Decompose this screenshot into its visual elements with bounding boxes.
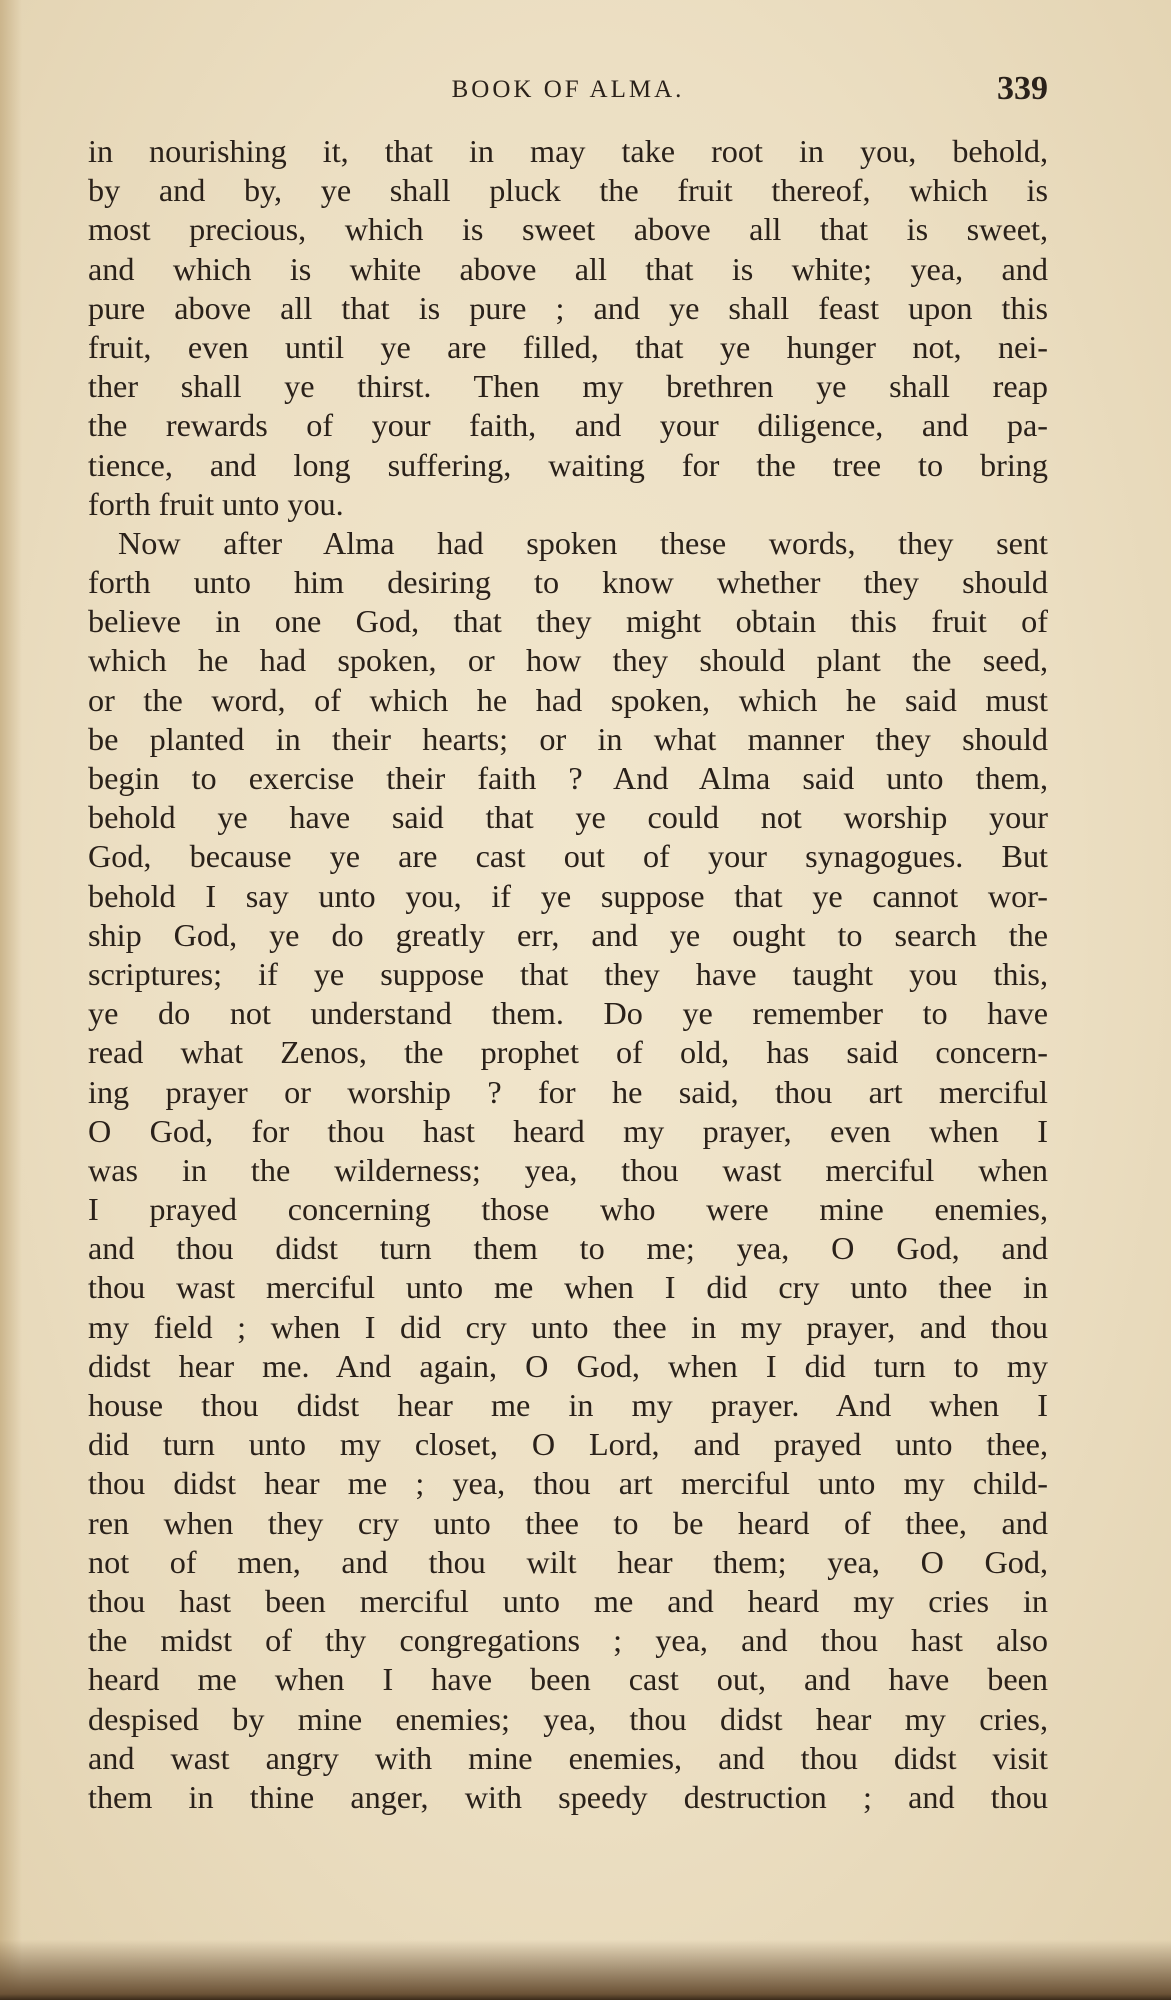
text-line: most precious, which is sweet above all that is sweet, (88, 211, 1048, 248)
text-line: and thou didst turn them to me; yea, O God, and (88, 1230, 1048, 1267)
text-line: thou didst hear me ; yea, thou art merciful unto my child- (88, 1465, 1048, 1502)
text-line: didst hear me. And again, O God, when I did turn to my (88, 1347, 1048, 1384)
text-line: thou wast merciful unto me when I did cry unto thee in (88, 1269, 1048, 1306)
text-line: God, because ye are cast out of your synagogues. But (88, 838, 1048, 875)
text-line: fruit, even until ye are filled, that ye hunger not, nei- (88, 328, 1048, 365)
text-line: and which is white above all that is white; yea, and (88, 250, 1048, 287)
text-line: pure above all that is pure ; and ye shall feast upon this (88, 289, 1048, 326)
text-line: ther shall ye thirst. Then my brethren ye shall reap (88, 368, 1048, 405)
text-line: which he had spoken, or how they should plant the seed, (88, 642, 1048, 679)
text-line: scriptures; if ye suppose that they have taught you this, (88, 955, 1048, 992)
text-line: my field ; when I did cry unto thee in my prayer, and thou (88, 1308, 1048, 1345)
text-line: behold I say unto you, if ye suppose that ye cannot wor- (88, 877, 1048, 914)
body-text (88, 132, 1048, 1817)
text-line: them in thine anger, with speedy destruction ; and thou (88, 1778, 1048, 1815)
text-line: I prayed concerning those who were mine enemies, (88, 1191, 1048, 1228)
page-bottom-edge-shadow (0, 1940, 1171, 2000)
paragraph-first-line: Now after Alma had spoken these words, they sent (118, 524, 1048, 561)
text-line: thou hast been merciful unto me and heard my cries in (88, 1582, 1048, 1619)
text-line: despised by mine enemies; yea, thou didst hear my cries, (88, 1700, 1048, 1737)
text-line: be planted in their hearts; or in what manner they should (88, 720, 1048, 757)
text-line: did turn unto my closet, O Lord, and prayed unto thee, (88, 1426, 1048, 1463)
text-line: forth unto him desiring to know whether they should (88, 564, 1048, 601)
text-line: the rewards of your faith, and your diligence, and pa- (88, 407, 1048, 444)
page-header (88, 70, 1048, 114)
text-line: or the word, of which he had spoken, which he said must (88, 681, 1048, 718)
text-line: house thou didst hear me in my prayer. And when I (88, 1387, 1048, 1423)
text-line: tience, and long suffering, waiting for the tree to bring (88, 446, 1048, 483)
text-line: forth fruit unto you. (88, 485, 344, 522)
text-line: ship God, ye do greatly err, and ye ought to search the (88, 916, 1048, 953)
text-line: ye do not understand them. Do ye remember to have (88, 995, 1048, 1032)
text-line: was in the wilderness; yea, thou wast merciful when (88, 1151, 1048, 1188)
text-line: and wast angry with mine enemies, and thou didst visit (88, 1739, 1048, 1776)
page-gutter-shadow (0, 0, 22, 2000)
text-line: believe in one God, that they might obtain this fruit of (88, 603, 1048, 640)
text-line: ren when they cry unto thee to be heard of thee, and (88, 1504, 1048, 1541)
text-line: read what Zenos, the prophet of old, has said concern- (88, 1034, 1048, 1071)
page-number: 339 (997, 70, 1048, 107)
text-line: ing prayer or worship ? for he said, thou art merciful (88, 1073, 1048, 1110)
text-line: the midst of thy congregations ; yea, and thou hast also (88, 1622, 1048, 1659)
text-line: by and by, ye shall pluck the fruit thereof, which is (88, 172, 1048, 209)
text-line: behold ye have said that ye could not worship your (88, 799, 1048, 836)
running-head: BOOK OF ALMA. (451, 76, 685, 103)
text-line: begin to exercise their faith ? And Alma said unto them, (88, 760, 1048, 796)
text-line: O God, for thou hast heard my prayer, even when I (88, 1112, 1048, 1149)
text-line: heard me when I have been cast out, and have been (88, 1661, 1048, 1698)
text-line: not of men, and thou wilt hear them; yea, O God, (88, 1543, 1048, 1580)
text-line: in nourishing it, that in may take root in you, behold, (88, 133, 1048, 169)
